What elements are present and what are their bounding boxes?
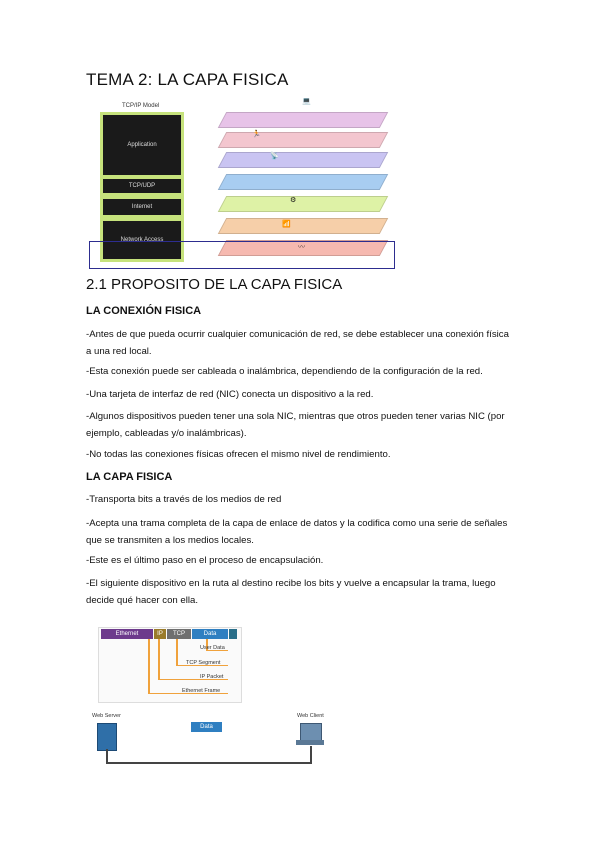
layer-application: Application: [100, 112, 184, 178]
segment-ethernet: Ethernet: [101, 629, 153, 639]
bracket-ip: [158, 639, 160, 679]
paragraph: -Este es el último paso en el proceso de encapsulación.: [86, 555, 324, 566]
cable: [106, 762, 311, 764]
layer-internet: Internet: [100, 196, 184, 218]
paragraph: -El siguiente dispositivo en la ruta al destino recibe los bits y vuelve a encapsular la trama, luego decide qué hacer con ella.: [86, 578, 496, 606]
section-title-conexion: LA CONEXIÓN FISICA: [86, 305, 202, 317]
label-tcp-segment: TCP Segment: [186, 660, 221, 666]
server-icon: [97, 723, 117, 751]
osi-slab-7: [218, 112, 389, 128]
client-keyboard-icon: [296, 740, 324, 745]
paragraph: -Una tarjeta de interfaz de red (NIC) conecta un dispositivo a la red.: [86, 389, 374, 400]
network-devices-icon: ⚙: [290, 197, 297, 204]
paragraph: -Algunos dispositivos pueden tener una sola NIC, mientras que otros pueden tener varias NIC (por ejemplo, cableadas y/o inalámbricas).: [86, 411, 505, 439]
client-monitor-icon: [300, 723, 322, 741]
osi-slab-3: [218, 196, 389, 212]
label-user-data: User Data: [200, 645, 225, 651]
segment-trailer: [229, 629, 237, 639]
label-ip-packet: IP Packet: [200, 674, 224, 680]
bracket-ethernet: [148, 639, 150, 693]
cable-icon: 〰: [298, 244, 305, 251]
paragraph: -No todas las conexiones físicas ofrecen el mismo nivel de rendimiento.: [86, 449, 391, 460]
bracket-tcp: [176, 639, 178, 665]
paragraph: -Transporta bits a través de los medios de red: [86, 494, 282, 505]
paragraph: -Antes de que pueda ocurrir cualquier comunicación de red, se debe establecer una conexión física a una red local.: [86, 329, 509, 357]
physical-layer-highlight: [89, 241, 395, 269]
people-icon: 🏃: [252, 131, 261, 138]
data-packet: Data: [191, 722, 222, 732]
router-icon: 📡: [270, 153, 279, 160]
layer-network-access: Network Access: [100, 218, 184, 262]
label-web-client: Web Client: [297, 713, 324, 719]
section-title-capa-fisica: LA CAPA FISICA: [86, 471, 173, 483]
paragraph: -Esta conexión puede ser cableada o inalámbrica, dependiendo de la configuración de la red.: [86, 366, 483, 377]
wireless-router-icon: 📶: [282, 221, 291, 228]
osi-slab-6: [218, 132, 389, 148]
figure-title: TCP/IP Model: [122, 103, 160, 109]
segment-data: Data: [192, 629, 228, 639]
cable: [310, 746, 312, 764]
computer-icon: 💻: [302, 98, 311, 105]
page-title: TEMA 2: LA CAPA FISICA: [86, 70, 289, 89]
layer-transport: TCP/UDP: [100, 176, 184, 196]
segment-ip: IP: [154, 629, 166, 639]
label-ethernet-frame: Ethernet Frame: [182, 688, 221, 694]
osi-slab-2: [218, 218, 389, 234]
label-web-server: Web Server: [92, 713, 121, 719]
osi-slab-4: [218, 174, 389, 190]
cable: [106, 749, 108, 763]
segment-tcp: TCP: [167, 629, 191, 639]
paragraph: -Acepta una trama completa de la capa de enlace de datos y la codifica como una serie de señales que se transmiten a los medios locales.: [86, 518, 508, 546]
osi-slab-5: [218, 152, 389, 168]
section-heading: 2.1 PROPOSITO DE LA CAPA FISICA: [86, 276, 343, 293]
